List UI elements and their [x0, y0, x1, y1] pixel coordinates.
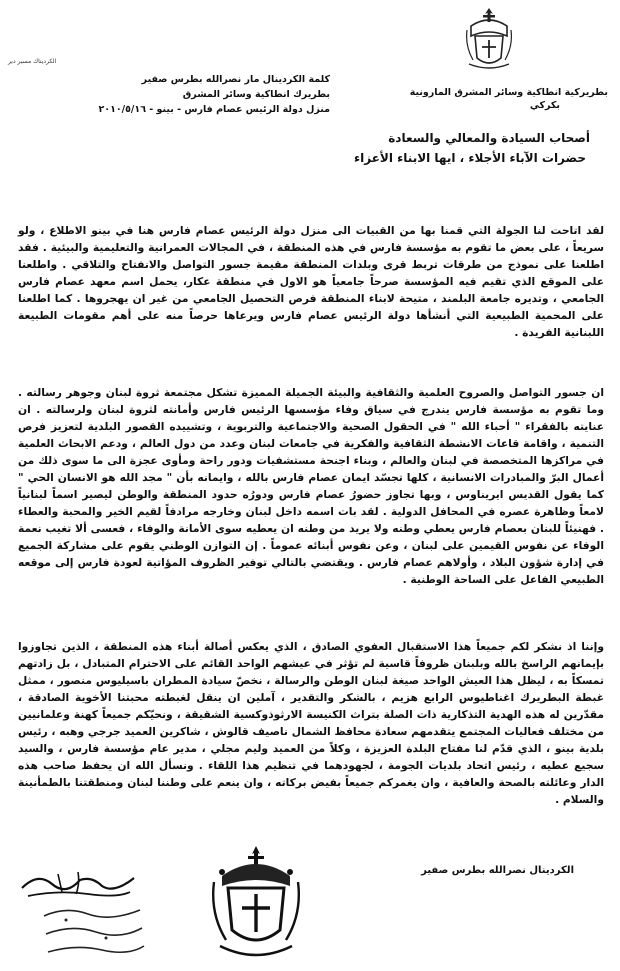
handwritten-signature-icon: [18, 866, 138, 902]
seal-script-icon: [36, 900, 148, 962]
paragraph-1: [18, 222, 604, 341]
closing-signature-name: الكردينال نصرالله بطرس صفير: [421, 865, 574, 876]
patriarchal-seal-icon: [208, 842, 304, 964]
patriarchate-header-line2: بكركي: [529, 100, 560, 111]
paragraph-2-text: ان جسور التواصل والصروح العلمية والثقافية والبيئة الجميلة المميزة تشكل مجتمعة ثروة لبنان وجوهر رسالته . وما تقوم به مؤسسة فارس يندرج في سياق وفاء مؤسسها الرئيس فارس وأمانته لثروة لبنان ولرسالته . ان عنايته بالفقراء " أحباء الله " في الحقول الصحية والاجتماعية والتربوية ، وتشييده القصور البلدية لتعزيز فرص التنمية ، واقامة قاعات الانشطة الثقافية والفكرية في جامعات لبنان وعدد من دول العالم ، ودعم الابحاث العلمية في مراكزها المتخصصة في لبنان والعالم ، وبناء اجنحة مستشفيات ودور راحة ومأوى عجزة الى ما سوى ذلك من أعمال البرّ والمبادرات الانسانية ، كلها تجسّد ايمان عصام فارس بالله ، وايمانه بأن " مجد الله هو الانسان الحي " كما يقول القديس ايريناوس ، وبها تجاوز حضورُ عصام فارس ودورُه حدود المنطقة والوطن ليصير اسماً لبنانياً لامعاً وظاهرة عصره في المحافل الدولية . لقد بات اسمه داخل لبنان وخارجه مرادفاً لقيم الخير والمحبة والعطاء . فهنيئاً للبنان بعصام فارس يعطي وطنه ولا يريد من وطنه ان يعطيه سوى الأمانة والوفاء ، فعسى ألا تغيب نعمة الوفاء عن نفوس القيمين على لبنان ، وعن نفوس أبنائه عموماً . إن التوازن الوطني يقوم على مشاركة الجميع في إدارة شؤون البلاد ، وأولاهم عصام فارس . ويقتضي بالتالي توفير الظروف المؤاتية لعودة فارس إلى موقعه الطبيعي الفاعل على الساحة الوطنية .: [18, 386, 604, 586]
patriarchate-crest-icon: [463, 6, 515, 72]
paragraph-3-text: وإننا اذ نشكر لكم جميعاً هذا الاستقبال العفوي الصادق ، الذي يعكس أصالة أبناء هذه المنطقة ، الذين تجاوزوا بإيمانهم الراسخ بالله وبلبنان ظروفاً قاسية لم تؤثر في عيشهم الواحد القائم على الاحترام المتبادل ، بل زادتهم تمسكاً به ، ليظل هذا العيش الواحد صيغة لبنان الوطن والرسالة ، نخصّ سيادة المطران باسيليوس منصور ، ممثل غبطة البطريرك اغناطيوس الرابع هزيم ، بالشكر والتقدير ، آملين ان ينقل لغبطته محبتنا الأخوية الصادقة ، مقدّرين له هذه الهدية التذكارية ذات الصلة بتراث الكنيسة الارثوذوكسية الشقيقة ، ونحيّكم جميعاً كهنة وعلمانيين من مختلف فعاليات المجتمع يتقدمهم سعادة محافظ الشمال ناصيف قالوش ، شاكرين العميد جرجي وهبه ، رئيس بلدية بينو ، الذي قدّم لنا مفتاح البلدة العزيزة ، وكلاً من العميد وليم مجلي ، مدير عام مؤسسة فارس ، والسيد سجيع عطيه ، رئيس اتحاد بلديات الجومة ، لجهودهما في تنظيم هذا اللقاء . ونسأل الله ان يحفظ صاحب هذه الدار وعائلته بالصحة والعافية ، وان يغمركم جميعاً بفيض بركاته ، وان ينعم على وطننا لبنان ومنطقتنا بالطمأنينة والسلام .: [18, 640, 604, 806]
greeting-line1: أصحاب السيادة والمعالي والسعادة: [388, 131, 590, 145]
paragraph-2: [18, 384, 604, 588]
speech-header: [90, 72, 330, 117]
patriarchate-header: [398, 86, 608, 112]
paragraph-1-text: لقد اتاحت لنا الجولة التي قمنا بها من القبيات الى منزل دولة الرئيس عصام فارس هنا في بينو الاطلاع ، ولو سريعاً ، على بعض ما تقوم به مؤسسة فارس في هذه المنطقة ، في المجالات العمرانية والتعليمية والبيئية . فقد اطلعنا على نموذج من طرقات تربط قرى وبلدات المنطقة مقيمة جسور التواصل والانفتاح والتلاقي . واطلعنا على الموقع الذي تقيم فيه المؤسسة صرحاً جامعياً هو الاول في منطقة عكار، يحمل اسم معهد عصام فارس الجامعي ، وتديره جامعة البلمند ، متيحة لابناء المنطقة فرص التحصيل الجامعي من غير ان يهجروها . كما اطلعنا على المحمية الطبيعية التي أنشأها دولة الرئيس عصام فارس ويرعاها حرصاً منه على أهم مقومات الطبيعة اللبنانية الفريدة .: [18, 224, 604, 339]
speech-header-line3: منزل دولة الرئيس عصام فارس - بينو - ٢٠١٠/٥/١٦: [98, 104, 330, 115]
top-left-note: الكرديناك مسير دير: [8, 58, 57, 65]
speech-header-line1: كلمة الكردينال مار نصرالله بطرس صفير: [141, 74, 330, 85]
greeting-line2: حضرات الآباء الأجلاء ، ايها الابناء الأعزاء: [354, 151, 586, 165]
patriarchate-header-line1: بطريركية انطاكية وسائر المشرق المارونية: [409, 87, 608, 98]
paragraph-3: [18, 638, 604, 808]
speech-header-line2: بطريرك انطاكية وسائر المشرق: [182, 89, 330, 100]
